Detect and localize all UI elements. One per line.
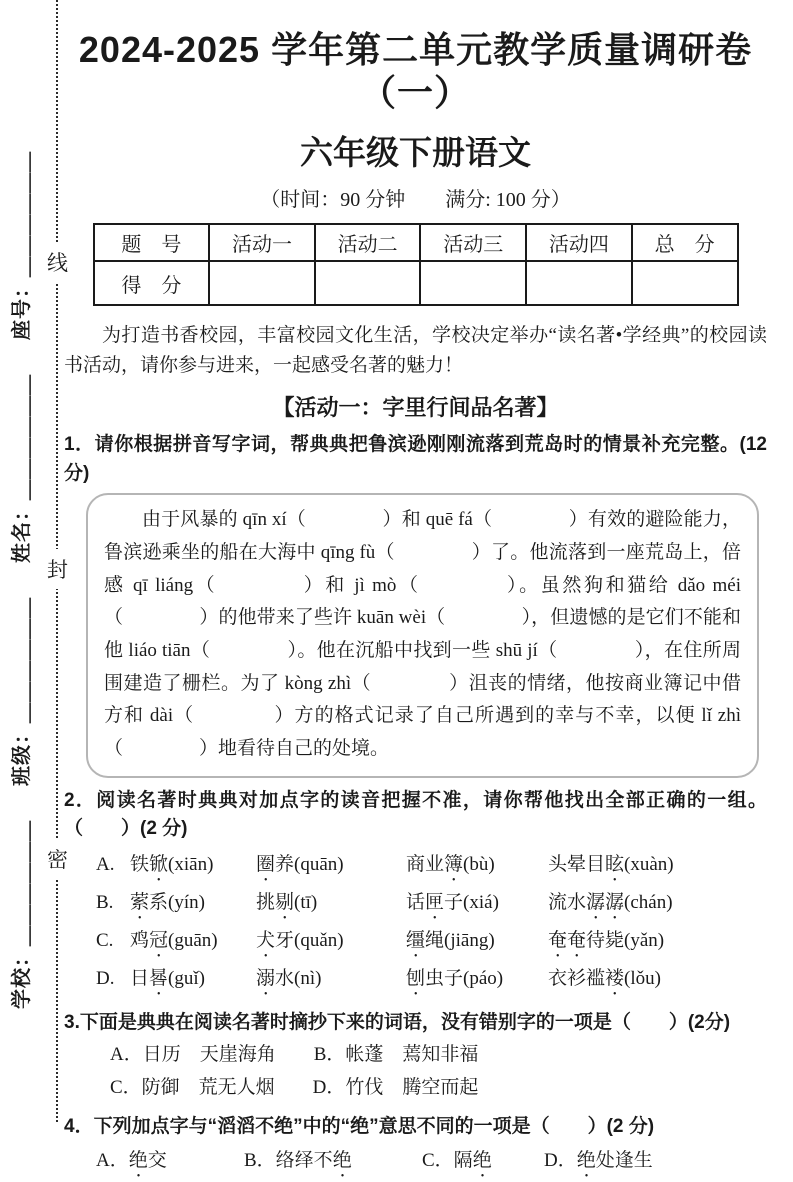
- q1-passage-box: [86, 493, 759, 777]
- score-blank-cell: [526, 261, 632, 305]
- question-3: [64, 1009, 767, 1105]
- score-blank-cell: [315, 261, 421, 305]
- score-blank-cell: [420, 261, 526, 305]
- paper-title: 2024-2025 学年第二单元教学质量调研卷（一）: [78, 29, 753, 114]
- margin-label: 学校：＿＿＿＿＿＿: [10, 820, 33, 1009]
- option-item: 奄奄待毙(yǎn): [548, 929, 665, 951]
- score-table-value-row: [94, 261, 738, 305]
- q3-option-line: C．防御 荒无人烟 D．竹伐 腾空而起: [110, 1076, 479, 1098]
- option-item: 日晷(guǐ): [130, 967, 205, 989]
- dotted-characters: 溺: [256, 967, 276, 989]
- option-item: 萦系(yín): [130, 891, 205, 913]
- score-header-cell: 活动四: [526, 224, 632, 261]
- option-item: 话匣子(xiá): [406, 891, 499, 913]
- margin-label: 姓名：＿＿＿＿＿＿: [10, 374, 33, 563]
- option-item: 挑剔(tī): [256, 891, 318, 913]
- q2-stem: 2．阅读名著时典典对加点字的读音把握不准，请你帮他找出全部正确的一组。（ ）(2 分): [64, 789, 767, 840]
- option-label: C.: [96, 929, 114, 951]
- q4-option: B．络绎不绝: [244, 1149, 352, 1171]
- score-header-cell: 活动一: [209, 224, 315, 261]
- option-item: 圈养(quān): [256, 853, 344, 875]
- seal-char: 封: [44, 549, 71, 589]
- q3-option-line: A．日历 天崖海角 B．帐蓬 蔫知非福: [110, 1044, 479, 1066]
- score-row-label: 得 分: [94, 261, 210, 305]
- option-item: 衣衫褴褛(lǒu): [548, 967, 661, 989]
- dotted-characters: 绝: [128, 1149, 148, 1171]
- dotted-characters: 锨: [149, 853, 169, 875]
- question-1: [64, 431, 767, 777]
- q2-options-grid: [96, 848, 767, 1000]
- option-item: 流水潺潺(chán): [548, 891, 673, 913]
- dotted-characters: 匣: [425, 891, 445, 913]
- question-2: [64, 787, 767, 1000]
- score-header-cell: 总 分: [632, 224, 738, 261]
- dotted-characters: 犬: [256, 929, 276, 951]
- score-header-cell: 活动三: [420, 224, 526, 261]
- seal-char: 线: [44, 242, 71, 282]
- q4-option: C．隔绝: [422, 1149, 492, 1171]
- dotted-characters: 绝: [472, 1149, 492, 1171]
- dotted-characters: 绝: [576, 1149, 596, 1171]
- dotted-characters: 褛: [605, 967, 625, 989]
- option-item: 缰绳(jiāng): [406, 929, 495, 951]
- section-heading-activity1: 【活动一：字里行间品名著】: [272, 395, 559, 421]
- dotted-characters: 簿: [444, 853, 464, 875]
- dotted-characters: 潺潺: [586, 891, 625, 913]
- paper-subtitle: 六年级下册语文: [300, 134, 531, 172]
- option-item: 铁锨(xiān): [130, 853, 214, 875]
- option-item: 头晕目眩(xuàn): [548, 853, 674, 875]
- q1-stem: 1．请你根据拼音写字词，帮典典把鲁滨逊刚刚流落到荒岛时的情景补充完整。(12 分): [64, 434, 767, 484]
- dotted-characters: 眩: [605, 853, 625, 875]
- dotted-characters: 冠: [149, 929, 169, 951]
- dotted-characters: 绝: [332, 1149, 352, 1171]
- seal-char: 密: [44, 839, 71, 879]
- margin-label: 班级：＿＿＿＿＿＿: [10, 597, 33, 786]
- score-header-cell: 题 号: [94, 224, 210, 261]
- score-table: [93, 223, 739, 306]
- option-item: 溺水(nì): [256, 967, 322, 989]
- dotted-characters: 剔: [275, 891, 295, 913]
- dotted-characters: 圈: [256, 853, 276, 875]
- margin-label: 座号：＿＿＿＿＿＿: [10, 151, 33, 340]
- score-blank-cell: [209, 261, 315, 305]
- question-4: [64, 1113, 767, 1182]
- dotted-characters: 缰: [406, 929, 426, 951]
- option-label: A.: [96, 853, 115, 875]
- option-item: 商业簿(bù): [406, 853, 495, 875]
- option-label: B.: [96, 891, 114, 913]
- score-blank-cell: [632, 261, 738, 305]
- dotted-characters: 刨: [406, 967, 426, 989]
- time-score-meta: （时间：90 分钟 满分: 100 分）: [260, 189, 571, 212]
- dotted-characters: 奄奄: [548, 929, 587, 951]
- intro-paragraph: 为打造书香校园，丰富校园文化生活，学校决定举办“读名著•学经典”的校园读书活动，请你参与进来，一起感受名著的魅力！: [64, 325, 767, 376]
- student-info-margin: [0, 151, 39, 1009]
- q3-stem: 3.下面是典典在阅读名著时摘抄下来的词语，没有错别字的一项是（ ）(2分): [64, 1011, 731, 1033]
- option-item: 鸡冠(guān): [130, 929, 218, 951]
- q3-option-lines: [110, 1039, 767, 1104]
- score-table-header-row: [94, 224, 738, 261]
- option-label: D.: [96, 967, 115, 989]
- option-item: 刨虫子(páo): [406, 967, 504, 989]
- q4-options-row: [96, 1145, 767, 1182]
- option-item: 犬牙(quǎn): [256, 929, 344, 951]
- q4-option: D．绝处逢生: [544, 1149, 653, 1171]
- dotted-characters: 萦: [130, 891, 150, 913]
- score-header-cell: 活动二: [315, 224, 421, 261]
- dotted-characters: 晷: [149, 967, 169, 989]
- q1-passage: 由于风暴的 qīn xí（ ）和 quē fá（ ）有效的避险能力，鲁滨逊乘坐的船在大海中 qīng fù（ ）了。他流落到一座荒岛上，倍感 qī liáng（ ）和 jì mò（ ）。虽然狗和猫给 dǎo méi（ ）的他带来了些许 kuān wèi（ ），但遗憾的是它们不能和他 liáo tiān（ ）。他在沉船中找到一些 shū jí（ ），在住所周围建造了栅栏。为了 kòng zhì（ ）沮丧的情绪，他按商业簿记中借方和 dài（ ）方的格式记录了自己所遇到的幸与不幸，以便 lǐ zhì（ ）地看待自己的处境。: [104, 509, 741, 759]
- q4-option: A．绝交: [96, 1149, 167, 1171]
- q4-stem: 4．下列加点字与“滔滔不绝”中的“绝”意思不同的一项是（ ）(2 分): [64, 1116, 655, 1138]
